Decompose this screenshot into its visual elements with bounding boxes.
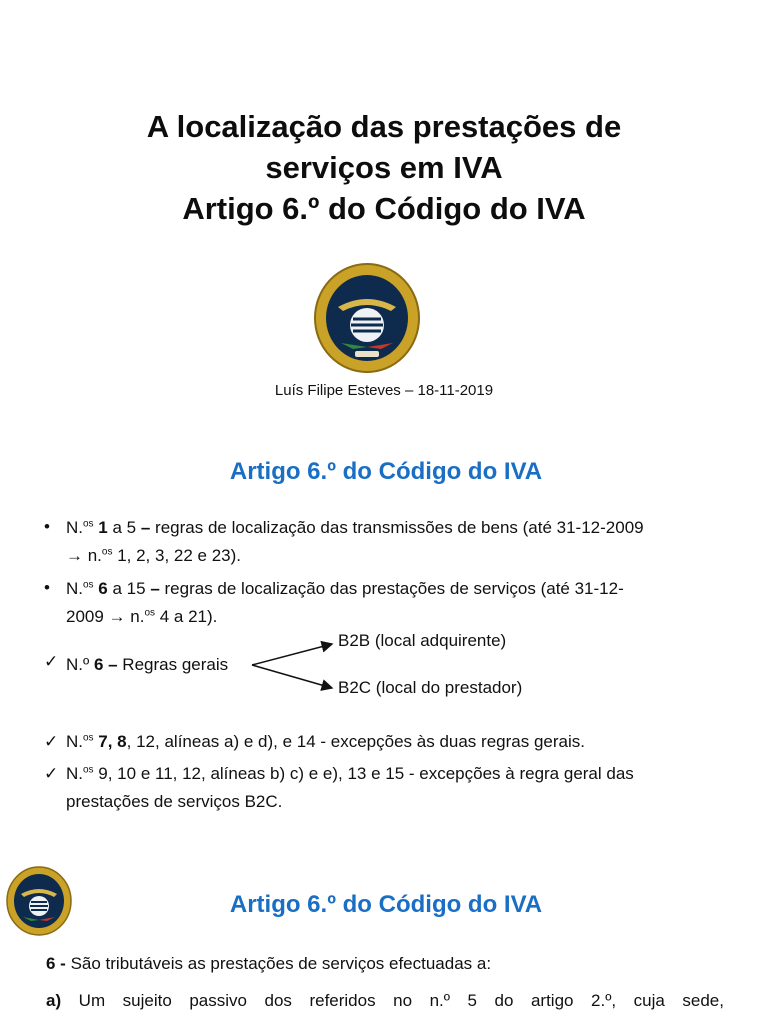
- paragraph-6a: a) Um sujeito passivo dos referidos no n.º 5 do artigo 2.º, cuja sede,: [46, 991, 724, 1010]
- check-icon: ✓: [44, 764, 59, 783]
- rule-6-line: N.º 6 – Regras gerais: [66, 655, 229, 674]
- b2b-label: B2B (local adquirente): [338, 631, 507, 650]
- exceptions-b2c-line-1: N.$^{os}$ 9, 10 e 11, 12, alíneas b) c) e e), 13 e 15 - excepções à regra geral das: [66, 764, 634, 783]
- exceptions-both-line: N.$^{os}$ 7, 8, 12, alíneas a) e d), e 14 - excepções às duas regras gerais.: [66, 732, 585, 751]
- author-date: Luís Filipe Esteves – 18-11-2019: [274, 382, 494, 399]
- occ-logo: [313, 263, 421, 380]
- section-heading: Artigo 6.º do Código do IVA: [229, 891, 543, 918]
- bullet-dot: •: [44, 578, 50, 597]
- b2c-label: B2C (local do prestador): [338, 678, 523, 697]
- title-line-1: A localização das prestações de: [146, 109, 622, 144]
- slide-title: [0, 106, 768, 229]
- split-arrows-icon: [248, 636, 340, 696]
- check-icon: ✓: [44, 732, 59, 751]
- title-line-3: Artigo 6.º do Código do IVA: [182, 191, 586, 226]
- check-icon: ✓: [44, 652, 59, 671]
- bullet-dot: •: [44, 517, 50, 536]
- bullet-2-line-2: 2009 → n.$^{os}$ 4 a 21).: [66, 607, 218, 626]
- bullet-2-line-1: N.$^{os}$ 6 a 15 – regras de localização das prestações de serviços (até 31-12-: [66, 579, 624, 598]
- exceptions-b2c-line-2: prestações de serviços B2C.: [66, 792, 283, 811]
- section-heading: Artigo 6.º do Código do IVA: [229, 458, 543, 485]
- bullet-1-line-2: → n.$^{os}$ 1, 2, 3, 22 e 23).: [66, 546, 241, 565]
- title-line-2: serviços em IVA: [265, 150, 503, 185]
- bullet-1-line-1: N.$^{os}$ 1 a 5 – regras de localização das transmissões de bens (até 31-12-2009: [66, 518, 644, 537]
- paragraph-6: 6 - São tributáveis as prestações de serviços efectuadas a:: [46, 954, 492, 973]
